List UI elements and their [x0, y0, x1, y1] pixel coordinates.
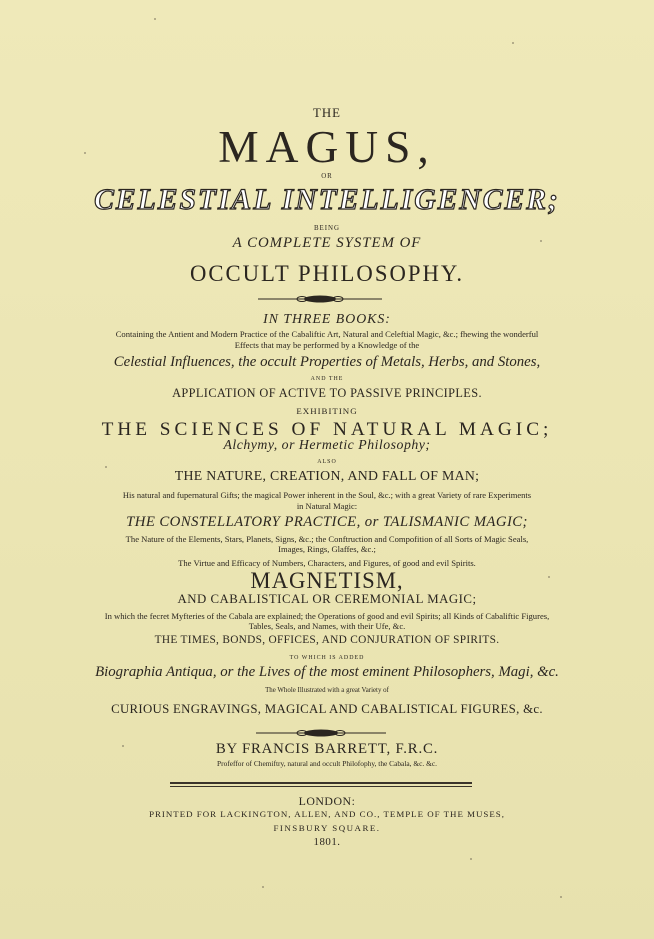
year-line: 1801. [313, 836, 341, 848]
printed-line: PRINTED FOR LACKINGTON, ALLEN, AND CO., TEMPLE OF THE MUSES, [149, 809, 505, 819]
cabalistical-line: AND CABALISTICAL OR CEREMONIAL MAGIC; [177, 592, 477, 606]
london-line: LONDON: [298, 794, 356, 808]
engravings-line: CURIOUS ENGRAVINGS, MAGICAL AND CABALISTICAL FIGURES, &c. [111, 702, 543, 716]
paper-speck [84, 152, 86, 154]
images-line: Images, Rings, Glaffes, &c.; [278, 544, 376, 554]
ornament-divider-1 [258, 294, 382, 304]
exhibiting-line: EXHIBITING [296, 406, 358, 416]
finsbury-line: FINSBURY SQUARE. [273, 823, 381, 833]
times-line: THE TIMES, BONDS, OFFICES, AND CONJURATION OF SPIRITS. [154, 634, 500, 646]
biographia-line: Biographia Antiqua, or the Lives of the most eminent Philosophers, Magi, &c. [95, 664, 559, 680]
being-line: BEING [313, 225, 341, 232]
celestial-influences-line: Celestial Influences, the occult Properties of Metals, Herbs, and Stones, [113, 354, 541, 370]
double-rule-bottom [170, 786, 472, 787]
secret-mysteries-line: In which the fecret Myfteries of the Cabala are explained; the Operations of good and evil Spirits; all Kinds of Cabaliftic Figures, [104, 611, 550, 621]
subtitle: CELESTIAL INTELLIGENCER; [94, 184, 560, 216]
professor-line: Profeffor of Chemiftry, natural and occult Philofophy, the Cabala, &c. &c. [217, 759, 437, 768]
application-line: APPLICATION OF ACTIVE TO PASSIVE PRINCIPLES. [172, 386, 482, 400]
double-rule-top [170, 782, 472, 784]
magus-title: MAGUS, [218, 122, 436, 172]
tables-line: Tables, Seals, and Names, with their Ufe, &c. [248, 621, 406, 631]
paper-speck [540, 240, 542, 242]
paper-speck [154, 18, 156, 20]
three-books-line: IN THREE BOOKS: [263, 311, 391, 326]
containing-line: Containing the Antient and Modern Practice of the Cabaliftic Art, Natural and Celeftial Magic, &c.; fhewing the wonderful [115, 329, 539, 339]
constellatory-line: THE CONSTELLATORY PRACTICE, or TALISMANIC MAGIC; [126, 514, 528, 530]
paper-speck [560, 896, 562, 898]
alchymy-line: Alchymy, or Hermetic Philosophy; [223, 437, 431, 452]
paper-speck [262, 886, 264, 888]
paper-speck [470, 858, 472, 860]
also-line: ALSO [317, 459, 337, 465]
ornament-divider-2 [256, 728, 386, 738]
occult-philosophy-line: OCCULT PHILOSOPHY. [189, 261, 465, 286]
gifts-line: His natural and fupernatural Gifts; the magical Power inherent in the Soul, &c.; with a great Variety of rare Experiments [122, 490, 532, 500]
effects-line: Effects that may be performed by a Knowledge of the [234, 340, 420, 350]
virtue-line: The Virtue and Efficacy of Numbers, Characters, and Figures, of good and evil Spirits. [178, 558, 476, 568]
the-line: THE [313, 106, 341, 120]
whole-illustrated-line: The Whole Illustrated with a great Variety of [265, 687, 389, 694]
paper-speck [105, 466, 107, 468]
paper-speck [512, 42, 514, 44]
or-line: OR [321, 173, 333, 180]
author-line: BY FRANCIS BARRETT, F.R.C. [215, 741, 439, 757]
paper-speck [122, 745, 124, 747]
natural-magic-line: in Natural Magic: [296, 501, 358, 511]
paper-speck [548, 576, 550, 578]
magnetism-line: MAGNETISM, [250, 568, 404, 593]
elements-line: The Nature of the Elements, Stars, Planets, Signs, &c.; the Conftruction and Compofition of all Sorts of Magic Seals, [125, 534, 529, 544]
nature-line: THE NATURE, CREATION, AND FALL OF MAN; [174, 468, 480, 483]
to-which-line: TO WHICH IS ADDED [289, 655, 365, 661]
complete-system-line: A COMPLETE SYSTEM OF [232, 235, 422, 251]
and-the-line: AND THE [310, 376, 344, 382]
sciences-line: THE SCIENCES OF NATURAL MAGIC; [101, 419, 553, 440]
